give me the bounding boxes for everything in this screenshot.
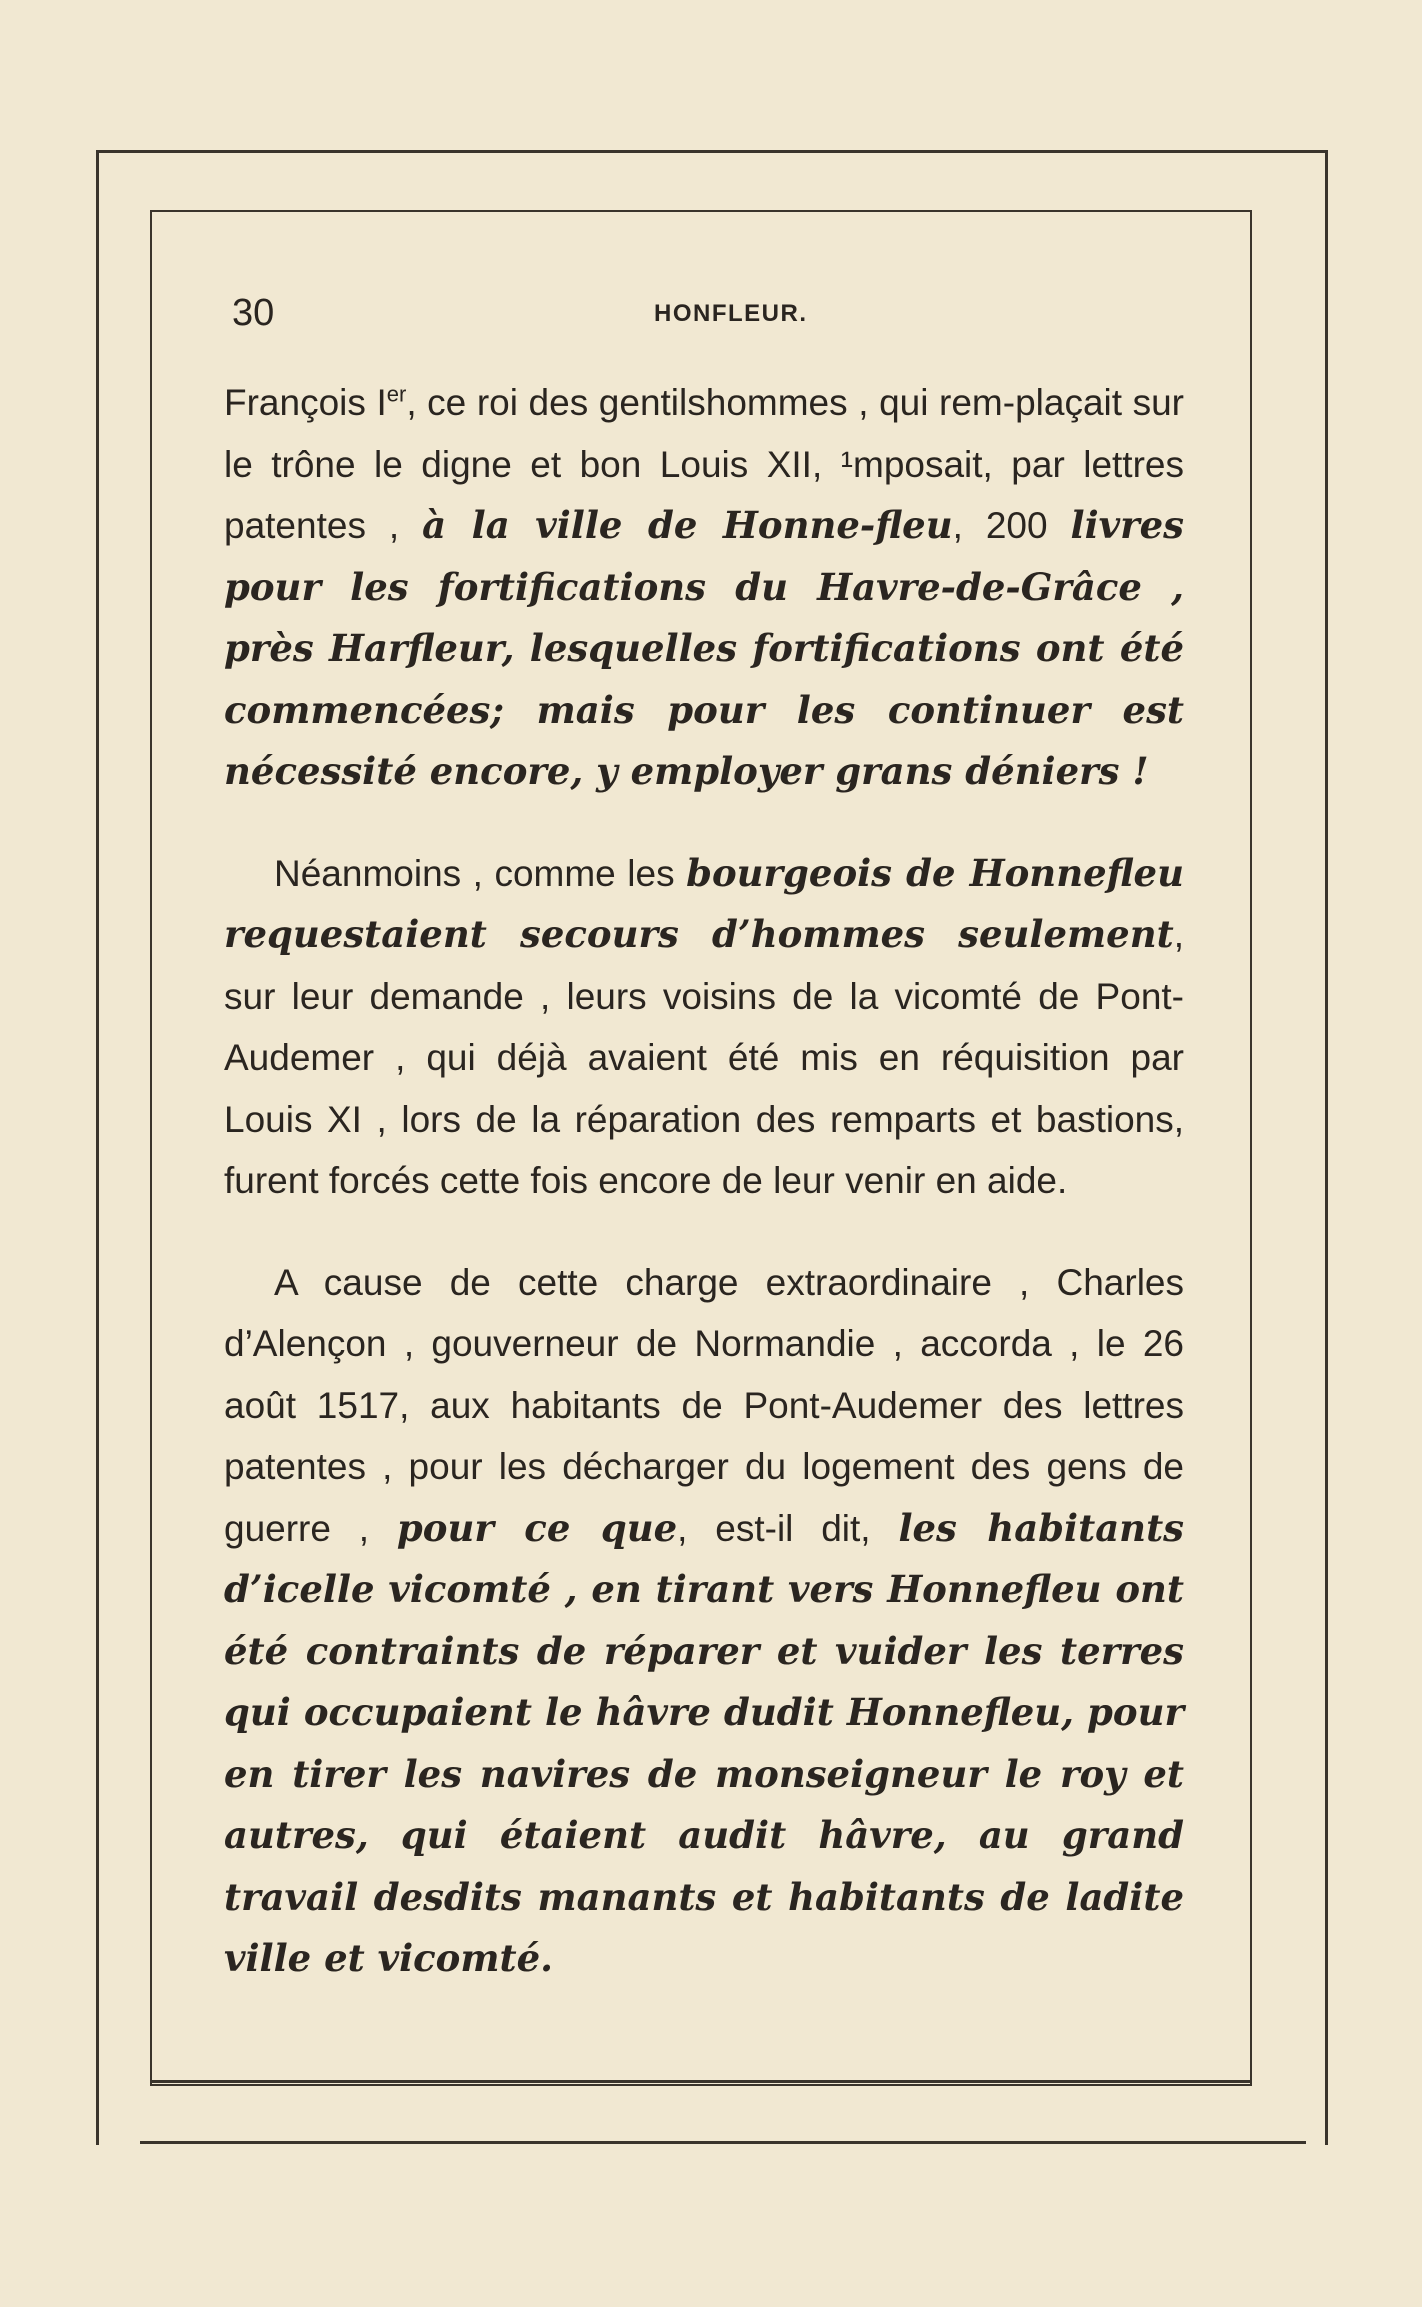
paragraph-2 <box>224 843 1184 1212</box>
paragraph-1 <box>224 372 1184 803</box>
running-header <box>224 292 1184 342</box>
page-number: 30 <box>232 292 275 334</box>
text-segment: , ce roi des gentilshommes , qui rem-plaçait sur le trône le digne et bon Louis XII, ¹mposait, par lettres patentes , <box>224 382 1185 546</box>
text-segment: A cause de cette charge extraordinaire , Charles d’Alençon , gouverneur de Normandie , accorda , le 26 août 1517, aux habitants de Pont-Audemer des lettres patentes , pour les décharger du logement des gens de guerre , <box>224 1261 1184 1549</box>
italic-text-segment: bourgeois de Honnefleu requestaient secours d’hommes seulement <box>224 850 1184 956</box>
superscript-text: er <box>386 381 407 407</box>
italic-text-segment: les habitants d’icelle vicomté , en tirant vers Honnefleu ont été contraints de réparer et vuider les terres qui occupaient le hâvre dudit Honnefleu, pour en tirer les navires de monseigneur le roy et autres, qui étaient audit hâvre, au grand travail desdits manants et habitants de ladite ville et vicomté. <box>224 1505 1184 1980</box>
inner-bottom-rule <box>150 2080 1252 2083</box>
text-segment: , est-il dit, <box>677 1507 899 1549</box>
italic-text-segment: à la ville de Honne-fleu <box>422 503 953 547</box>
text-segment: François I <box>224 382 387 423</box>
outer-bottom-rule <box>140 2141 1306 2144</box>
text-segment: Néanmoins , comme les <box>274 852 687 894</box>
body-text <box>224 372 1184 1990</box>
paragraph-3 <box>224 1252 1184 1990</box>
running-title: HONFLEUR. <box>654 300 808 327</box>
text-segment: , sur leur demande , leurs voisins de la vicomté de Pont-Audemer , qui déjà avaient été mis en réquisition par Louis XI , lors de la réparation des remparts et bastions, furent forcés cette fois encore de leur venir en aide. <box>224 914 1184 1201</box>
italic-text-segment: pour ce que <box>396 1505 678 1550</box>
italic-text-segment: livres pour les fortifications du Havre-de-Grâce , près Harfleur, lesquelles fortifications ont été commencées; mais pour les continuer est nécessité encore, y employer grans déniers ! <box>224 503 1184 793</box>
text-segment: , 200 <box>952 505 1071 546</box>
